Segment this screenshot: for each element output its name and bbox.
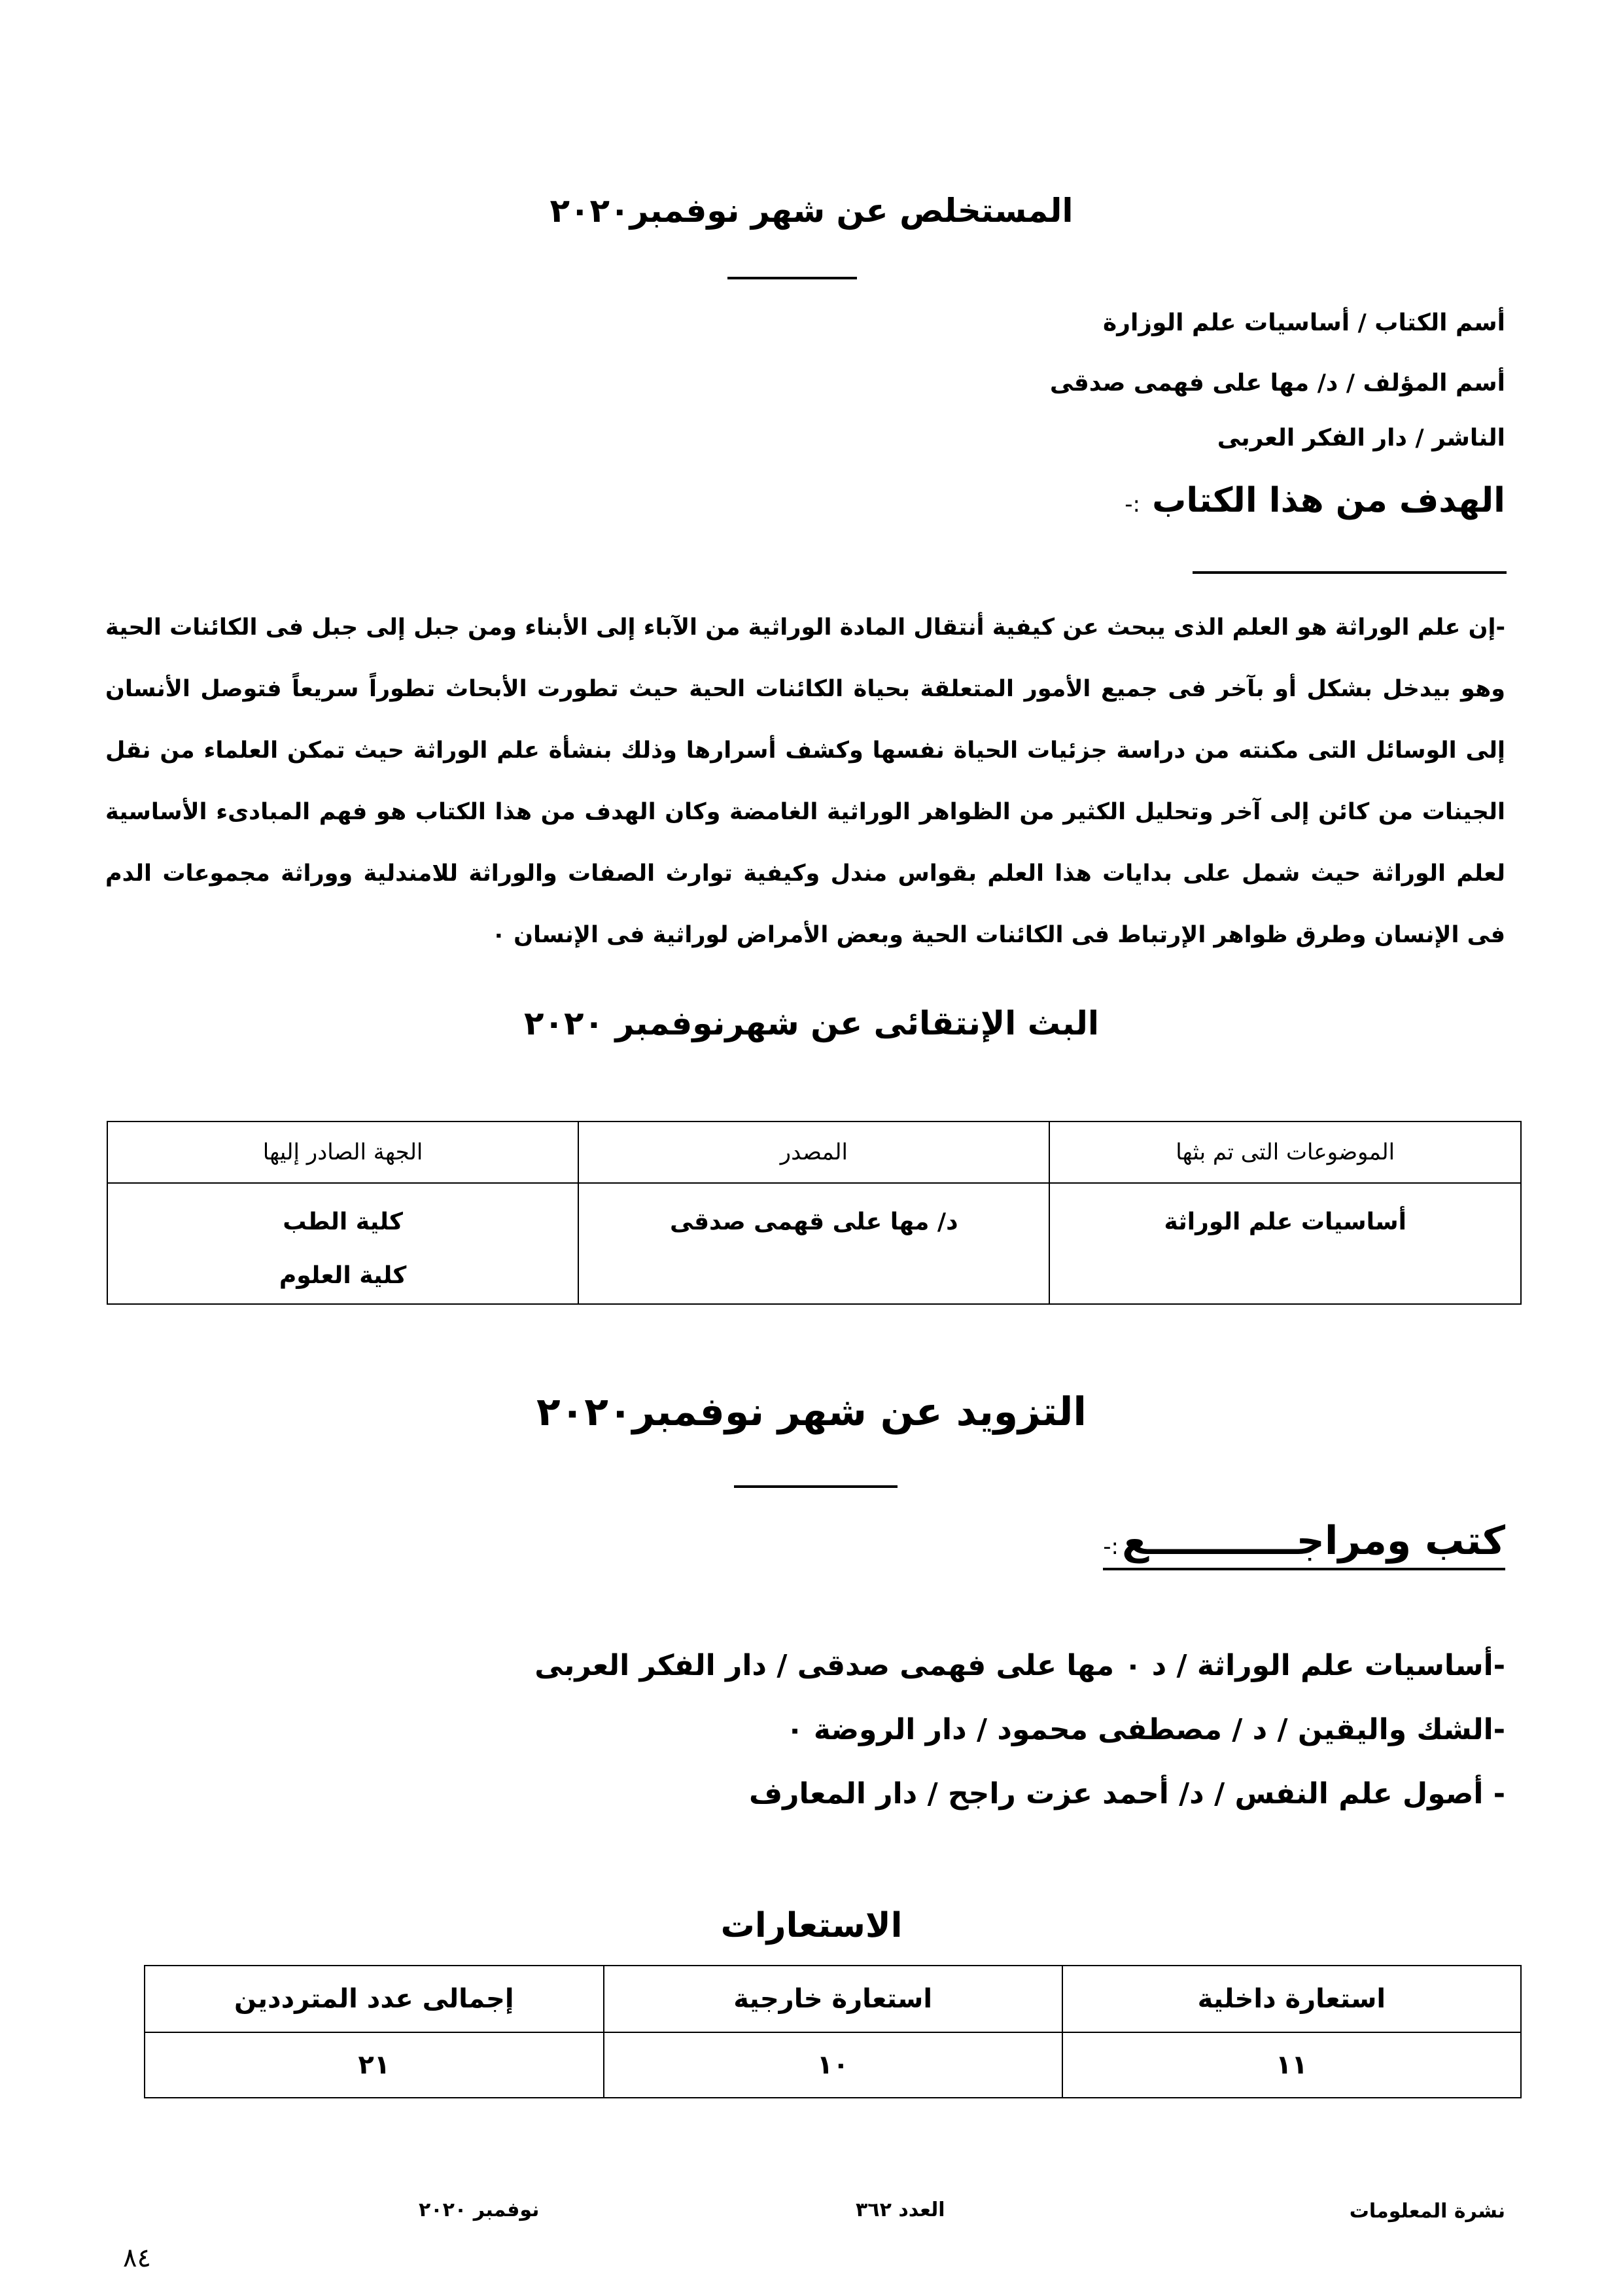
book-title-line: أسم الكتاب / أساسيات علم الوزارة	[1102, 309, 1505, 336]
broadcast-source-cell: د/ مها على قهمى صدقى	[578, 1183, 1049, 1304]
loans-external-value: ١٠	[604, 2032, 1062, 2098]
books-subheading-line	[1103, 1518, 1505, 1570]
loans-header-row	[145, 1966, 1521, 2032]
loans-total-value: ٢١	[145, 2032, 604, 2098]
broadcast-header-row	[107, 1122, 1521, 1183]
broadcast-header-topics: الموضوعات التى تم بثها	[1049, 1122, 1521, 1183]
broadcast-heading: البث الإنتقائى عن شهرنوفمبر ٢٠٢٠	[524, 1004, 1099, 1042]
footer-date: نوفمبر ٢٠٢٠	[419, 2199, 540, 2221]
loans-header-total-visitors: إجمالى عدد المترددين	[145, 1966, 604, 2032]
loans-heading: الاستعارات	[720, 1906, 903, 1945]
books-subheading: كتب ومراجـــــــــــع	[1122, 1518, 1505, 1564]
abstract-heading: المستخلص عن شهر نوفمبر٢٠٢٠	[550, 192, 1073, 230]
loans-header-external: استعارة خارجية	[604, 1966, 1062, 2032]
acquisition-heading: التزويد عن شهر نوفمبر٢٠٢٠	[536, 1389, 1087, 1435]
loans-header-internal: استعارة داخلية	[1062, 1966, 1521, 2032]
broadcast-recipient-1: كلية الطب	[283, 1209, 403, 1235]
loans-table	[144, 1965, 1522, 2098]
broadcast-header-source: المصدر	[578, 1122, 1049, 1183]
book-list-item: -أساسيات علم الوراثة / د ٠ مها على فهمى صدقى / دار الفكر العربى	[534, 1649, 1505, 1682]
abstract-paragraph: -إن علم الوراثة هو العلم الذى يبحث عن كيفية أنتقال المادة الوراثية من الآباء إلى الأبناء ومن جبل إلى جبل فى الكائنات الحية وهو بيدخل بشكل أو بآخر فى جميع الأمور المتعلقة بحياة الكائنات الحية حيث تطورت الأبحاث تطوراً سريعاً فتوصل الأنسان إلى الوسائل التى مكنته من دراسة جزئيات الحياة نفسها وكشف أسرارها وذلك بنشأة علم الوراثة حيث تمكن العلماء من نقل الجينات من كائن إلى آخر وتحليل الكثير من الظواهر الوراثية الغامضة وكان الهدف من هذا الكتاب هو فهم المبادىء الأساسية لعلم الوراثة حيث شمل على بدايات هذا العلم بقواس مندل وكيفية توارث الصفات والوراثة للامندلية ووراثة مجموعات الدم فى الإنسان وطرق ظواهر الإرتباط فى الكائنات الحية وبعض الأمراض لوراثية فى الإنسان ٠	[105, 614, 1505, 948]
goal-heading-suffix: :-	[1125, 491, 1140, 518]
footer-issue: العدد ٣٦٢	[856, 2199, 945, 2221]
book-author-line: أسم المؤلف / د/ مها على فهمى صدقى	[1049, 370, 1505, 397]
book-list-item: - أصول علم النفس / د/ أحمد عزت راجح / دار المعارف	[749, 1777, 1505, 1810]
page-number: ٨٤	[123, 2243, 151, 2273]
abstract-heading-underline	[727, 277, 857, 279]
loans-data-row	[145, 2032, 1521, 2098]
acquisition-heading-underline	[734, 1485, 898, 1488]
goal-heading-line	[131, 480, 1505, 521]
book-list-item: -الشك واليقين / د / مصطفى محمود / دار الروضة ٠	[786, 1713, 1505, 1746]
broadcast-topic-cell: أساسيات علم الوراثة	[1049, 1183, 1521, 1304]
broadcast-data-row	[107, 1183, 1521, 1304]
footer-publication: نشرة المعلومات	[1349, 2200, 1505, 2223]
goal-heading-underline	[1193, 571, 1507, 574]
broadcast-recipient-cell	[107, 1183, 578, 1304]
loans-internal-value: ١١	[1062, 2032, 1521, 2098]
goal-heading: الهدف من هذا الكتاب	[1152, 481, 1505, 520]
broadcast-header-recipient: الجهة الصادر إليها	[107, 1122, 578, 1183]
books-subheading-suffix: :-	[1103, 1534, 1119, 1560]
broadcast-table	[107, 1121, 1522, 1305]
broadcast-recipient-2: كلية العلوم	[279, 1262, 407, 1289]
book-publisher-line: الناشر / دار الفكر العربى	[1217, 425, 1505, 451]
